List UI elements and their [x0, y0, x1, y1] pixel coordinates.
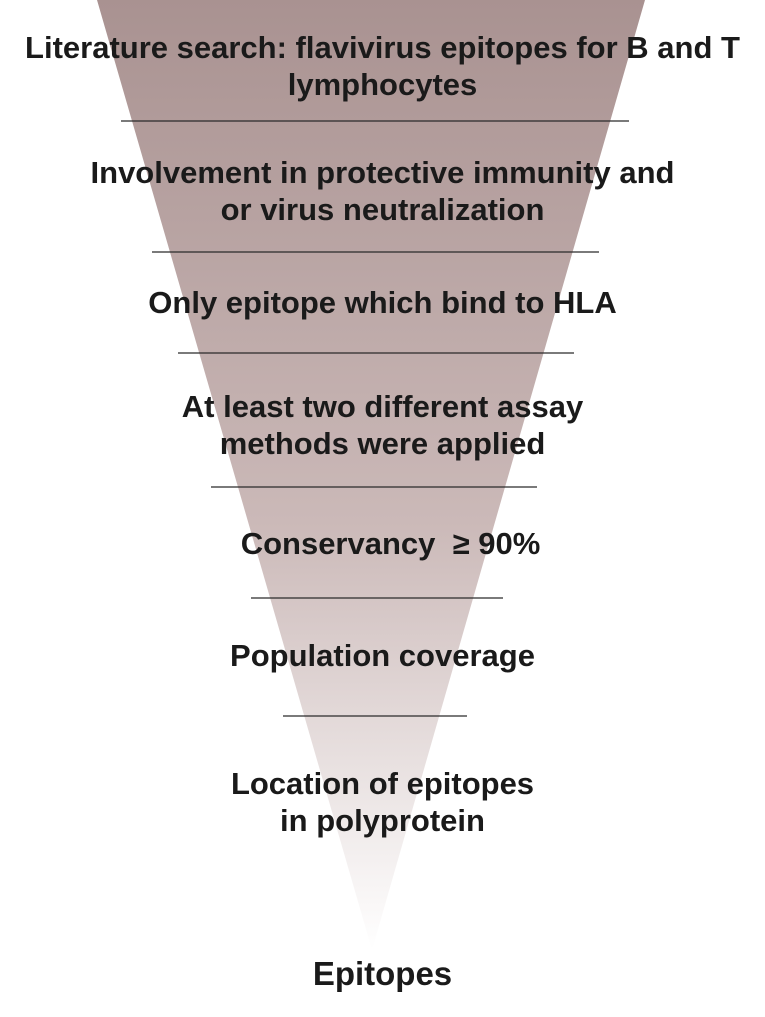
stage-4-line-2: methods were applied [219, 426, 546, 461]
stage-conservancy [0, 525, 765, 562]
stage-hla-binding [0, 284, 765, 321]
stage-1-line-1: Literature search: flavivirus epitopes for B and T [25, 30, 740, 65]
funnel-result-label: Epitopes [312, 955, 453, 992]
stage-5-line-1: Conservancy ≥ 90% [240, 526, 541, 561]
stage-population-coverage [0, 637, 765, 674]
stage-4-line-1: At least two different assay [181, 389, 584, 424]
stage-7-line-2: in polyprotein [280, 803, 485, 838]
stage-2-line-2: or virus neutralization [220, 192, 545, 227]
stage-protective-immunity [0, 154, 765, 228]
stage-3-line-1: Only epitope which bind to HLA [148, 285, 617, 320]
stage-literature-search [0, 29, 765, 103]
stage-location-polyprotein [0, 765, 765, 839]
stage-7-line-1: Location of epitopes [230, 766, 535, 801]
stage-2-line-1: Involvement in protective immunity and [90, 155, 675, 190]
stage-6-line-1: Population coverage [230, 638, 535, 673]
stage-assay-methods [0, 388, 765, 462]
stage-1-line-2: lymphocytes [287, 67, 478, 102]
